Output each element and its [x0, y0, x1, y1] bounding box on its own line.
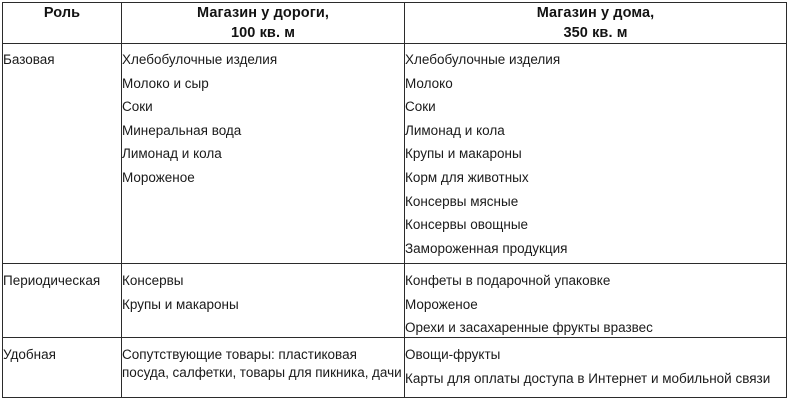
list-item: Сопутствующие товары: пластиковая посуда, салфетки, товары для пикника, дачи: [122, 347, 402, 381]
list-item: Овощи-фрукты: [405, 347, 501, 363]
list-item: Корм для животных: [405, 169, 529, 185]
list-item: Минеральная вода: [122, 122, 242, 138]
list-item: Карты для оплаты доступа в Интернет и мобильной связи: [405, 370, 771, 386]
list-item: Лимонад и кола: [405, 122, 505, 138]
list-item: Соки: [122, 99, 153, 115]
column-header-role: [3, 3, 122, 44]
column-header-road-store-line-2: 100 кв. м: [230, 25, 296, 41]
assortment-table: [2, 2, 787, 398]
table-body: [3, 44, 787, 398]
list-item: Хлебобулочные изделия: [122, 52, 278, 67]
role-label-periodic: Периодическая: [3, 264, 122, 338]
column-header-home-store-line-1: Магазин у дома,: [536, 5, 655, 21]
home-store-items-periodic: [405, 264, 787, 338]
column-header-home-store-line-2: 350 кв. м: [563, 25, 628, 41]
list-item: Хлебобулочные изделия: [405, 52, 561, 67]
road-store-items-convenient: [122, 338, 405, 398]
table-row: [3, 264, 787, 338]
road-store-items-periodic: [122, 264, 405, 338]
role-label-basic: Базовая: [3, 44, 122, 264]
home-store-items-convenient: [405, 338, 787, 398]
list-item: Молоко: [405, 75, 453, 91]
list-item: Мороженое: [405, 296, 478, 312]
role-label-convenient: Удобная: [3, 338, 122, 398]
list-item: Орехи и засахаренные фрукты вразвес: [405, 320, 653, 336]
list-item: Мороженое: [122, 169, 195, 185]
list-item: Консервы мясные: [405, 193, 519, 209]
list-item: Конфеты в подарочной упаковке: [405, 273, 611, 288]
list-item: Молоко и сыр: [122, 75, 209, 91]
column-header-home-store: [405, 3, 787, 44]
column-header-role-line-1: Роль: [43, 5, 81, 21]
table-header: [3, 3, 787, 44]
road-store-items-basic: [122, 44, 405, 264]
home-store-items-basic: [405, 44, 787, 264]
list-item: Консервы: [122, 273, 184, 288]
list-item: Соки: [405, 99, 436, 115]
header-row: [3, 3, 787, 44]
column-header-road-store-line-1: Магазин у дороги,: [196, 5, 330, 21]
list-item: Лимонад и кола: [122, 146, 222, 162]
list-item: Замороженная продукция: [405, 240, 568, 256]
column-header-road-store: [122, 3, 405, 44]
list-item: Консервы овощные: [405, 217, 529, 233]
table-row: [3, 338, 787, 398]
table-row: [3, 44, 787, 264]
list-item: Крупы и макароны: [405, 146, 522, 162]
list-item: Крупы и макароны: [122, 296, 239, 312]
